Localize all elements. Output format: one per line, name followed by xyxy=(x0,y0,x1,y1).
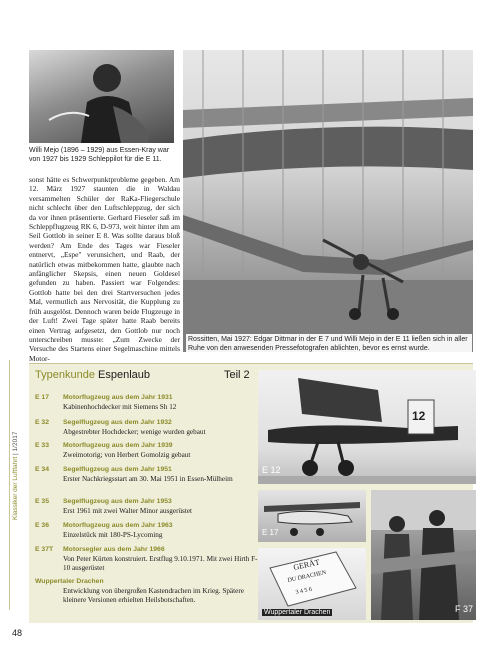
entry-head: Motorflugzeug aus dem Jahr 1939 xyxy=(63,442,173,449)
entry-code: E 37T xyxy=(35,546,54,553)
box-title xyxy=(35,369,150,381)
sidebar-rule xyxy=(9,360,10,610)
entry-head: Motorflugzeug aus dem Jahr 1963 xyxy=(63,522,173,529)
page-number: 48 xyxy=(12,628,23,638)
portrait-photo xyxy=(29,50,174,143)
kite-text-1: GERÄT xyxy=(292,557,321,572)
entry-desc: Von Peter Kürten konstruiert. Erstflug 9.10.1971. Mit zwei Hirth F-10 ausgerüstet xyxy=(63,555,258,572)
e12-photo-art xyxy=(258,370,476,484)
e12-label: E 12 xyxy=(262,465,281,475)
entry-head: Segelflugzeug aus dem Jahr 1951 xyxy=(63,466,172,473)
entry-code: E 17 xyxy=(35,394,49,401)
entry-head: Segelflugzeug aus dem Jahr 1953 xyxy=(63,498,172,505)
entry-desc: Zweimotorig; von Herbert Gomolzig gebaut xyxy=(63,451,191,459)
kite-text-3: 3 4 5 6 xyxy=(295,586,313,596)
box-title-rest: Espenlaub xyxy=(98,369,150,381)
portrait-photo-art xyxy=(29,50,174,143)
e37-photo-art xyxy=(371,490,476,620)
entry-desc: Erst 1961 mit zwei Walter Minor ausgerüstet xyxy=(63,507,193,515)
sidebar-text: Klassiker der Luftfahrt | 1/2017 xyxy=(12,431,19,520)
portrait-caption: Willi Mejo (1896 – 1929) aus Essen-Kray war von 1927 bis 1929 Schleppilot für die E 11. xyxy=(29,147,170,163)
entry-code: E 35 xyxy=(35,498,49,505)
entry-desc: Einzelstück mit 180-PS-Lycoming xyxy=(63,531,163,539)
entry-head: Segelflugzeug aus dem Jahr 1932 xyxy=(63,419,172,426)
entry-head: Motorflugzeug aus dem Jahr 1931 xyxy=(63,394,173,401)
e17-label: E 17 xyxy=(262,528,279,537)
glider-photo-art xyxy=(183,50,473,352)
entry-desc: Abgestrebter Hochdecker; wenige wurden gebaut xyxy=(63,428,206,436)
entry-code: E 34 xyxy=(35,466,49,473)
e12-photo xyxy=(258,370,476,484)
entry-desc: Erster Nachkriegsstart am 30. Mai 1951 in Essen-Mülheim xyxy=(63,475,233,483)
e37-photo xyxy=(371,490,476,620)
entry-code: E 33 xyxy=(35,442,49,449)
entry-desc: Entwicklung von übergroßen Kastendrachen im Krieg. Spätere kleinere Versionen erhielten Heilsbotschaften. xyxy=(63,587,244,604)
entry-head: Wuppertaler Drachen xyxy=(35,578,104,585)
article-body: sonst hätte es Schwerpunktprobleme gegeben. Am 12. März 1927 staunten die in Waldau versammelten Schüler der RaKa-Fliegerschule nicht schlecht über den Luftschleppzug, der sich da vor ihnen präsentierte. Gerhard Fieseler saß im Schleppflugzeug RK 6, D-973, weit hinter ihm am Seil Gottlob in seiner E 8. Was sollte daraus bloß werden? Am Ende des Tages war Fieseler entnervt, „Espe" verunsichert, und Raab, der natürlich etwas mitbekommen hatte, glaubte nach anfänglicher Skepsis, einen neuen Goldesel gefunden zu haben. Passiert war Folgendes: Gottlob hatte bei den drei Startversuchen jedes Mal, vermutlich aus Nervosität, die Kupplung zu früh ausgelöst. Dennoch waren beide Flugzeuge in der Luft! Zwei Tage später hatte Raab bereits einen Vertrag aufgesetzt, den Gottlob nur noch unterschreiben musste: „Zum Zwecke der Versuche des Startens einer Segelmaschine mittels Motor- xyxy=(29,175,180,363)
glider-caption: Rossitten, Mai 1927: Edgar Dittmar in der E 7 und Willi Mejo in der E 11 ließen sich in aller Ruhe von den anwesenden Pressefotografen ablichten, bevor es ernst wurde. xyxy=(186,334,472,354)
entry-code: E 36 xyxy=(35,522,49,529)
entry-code: E 32 xyxy=(35,419,49,426)
box-part: Teil 2 xyxy=(224,369,250,381)
entry-head: Motorsegler aus dem Jahr 1966 xyxy=(63,546,165,553)
sidebar-magazine: Klassiker der Luftfahrt xyxy=(12,456,19,520)
glider-photo xyxy=(183,50,473,352)
drachen-label: Wuppertaler Drachen xyxy=(264,609,331,616)
e12-tail-number: 12 xyxy=(412,409,426,423)
kite-text-2: DU DRACHEN xyxy=(287,569,327,584)
entry-desc: Kabinenhochdecker mit Siemens Sh 12 xyxy=(63,403,177,411)
sidebar-issue: 1/2017 xyxy=(12,431,19,452)
box-title-keyword: Typenkunde xyxy=(35,369,95,381)
e37-label: F 37 xyxy=(455,604,474,614)
